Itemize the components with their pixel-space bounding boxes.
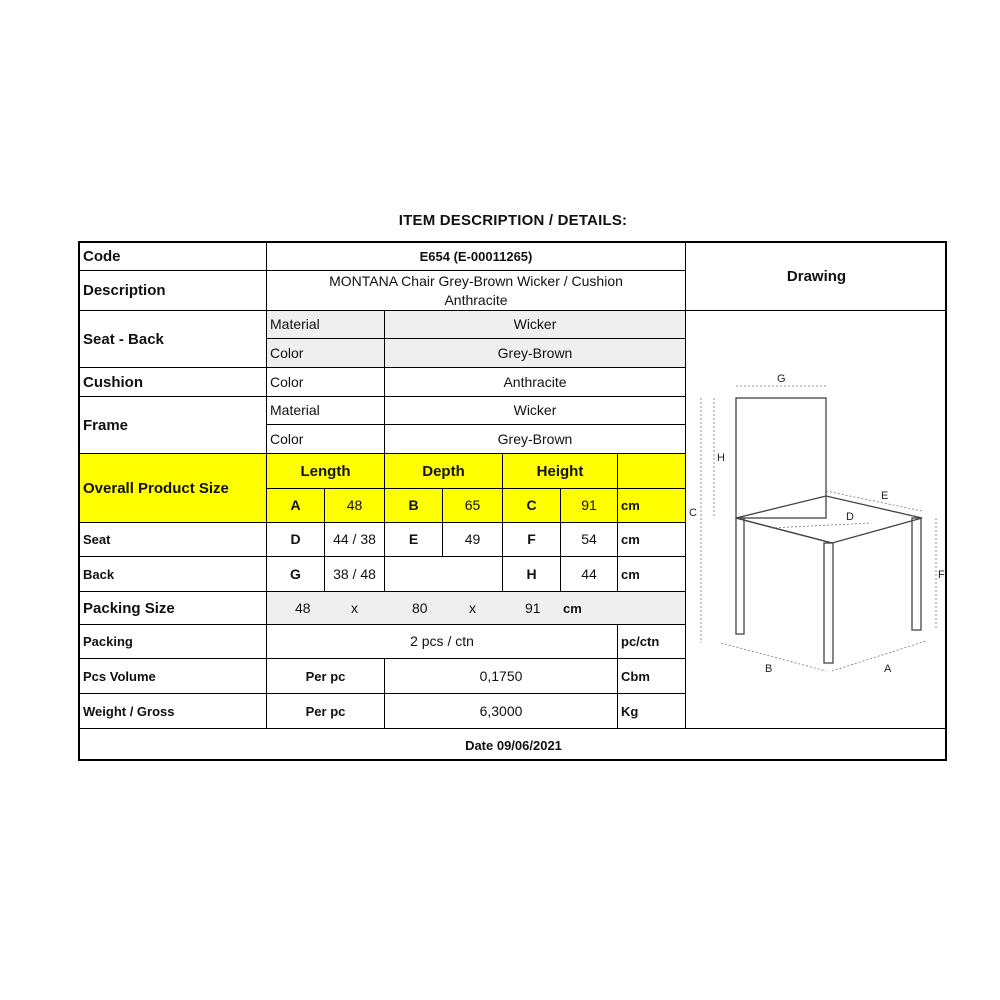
c-label: C <box>503 489 561 523</box>
weight-unit: Kg <box>618 694 686 729</box>
depth-header: Depth <box>385 454 503 489</box>
description-value: MONTANA Chair Grey-Brown Wicker / Cushion Anthracite <box>267 271 686 311</box>
dim-a-letter: A <box>884 663 892 675</box>
seat-back-material-label: Material <box>267 311 385 339</box>
dim-f-letter: F <box>938 569 945 581</box>
dim-c-letter: C <box>689 507 697 519</box>
e-value: 49 <box>443 523 503 557</box>
packing-label: Packing <box>80 625 267 659</box>
seat-unit: cm <box>618 523 686 557</box>
e-label: E <box>385 523 443 557</box>
back-blank <box>385 557 503 592</box>
frame-color-label: Color <box>267 425 385 454</box>
b-label: B <box>385 489 443 523</box>
packing-x2: x <box>469 599 476 616</box>
frame-material: Wicker <box>385 397 686 425</box>
frame-label: Frame <box>80 397 267 454</box>
details-table <box>78 241 947 761</box>
h-value: 44 <box>561 557 618 592</box>
h-label: H <box>503 557 561 592</box>
a-label: A <box>267 489 325 523</box>
overall-size-label: Overall Product Size <box>80 454 267 523</box>
dim-g-letter: G <box>777 373 786 385</box>
cushion-color: Anthracite <box>385 368 686 397</box>
packing-value: 2 pcs / ctn <box>267 625 618 659</box>
code-value: E654 (E-00011265) <box>267 243 686 271</box>
seat-back-material: Wicker <box>385 311 686 339</box>
g-label: G <box>267 557 325 592</box>
page-title: ITEM DESCRIPTION / DETAILS: <box>398 212 628 229</box>
chair-leg-front-right <box>912 518 921 630</box>
overall-header-blank <box>618 454 686 489</box>
g-value: 38 / 48 <box>325 557 385 592</box>
d-value: 44 / 38 <box>325 523 385 557</box>
overall-unit: cm <box>618 489 686 523</box>
packing-height: 91 <box>525 599 541 616</box>
b-value: 65 <box>443 489 503 523</box>
pcs-volume-value: 0,1750 <box>385 659 618 694</box>
d-label: D <box>267 523 325 557</box>
packing-size-unit: cm <box>563 600 582 616</box>
packing-width: 80 <box>412 599 428 616</box>
packing-length: 48 <box>295 599 311 616</box>
pcs-volume-label: Pcs Volume <box>80 659 267 694</box>
code-label: Code <box>80 243 267 271</box>
dim-b-letter: B <box>765 663 773 675</box>
chair-leg-front-left <box>824 543 833 663</box>
dim-e-letter: E <box>881 490 889 502</box>
back-unit: cm <box>618 557 686 592</box>
chair-drawing <box>686 311 947 729</box>
chair-backrest <box>736 398 826 518</box>
pcs-volume-unit: Cbm <box>618 659 686 694</box>
drawing-label: Drawing <box>686 243 947 311</box>
height-header: Height <box>503 454 618 489</box>
frame-material-label: Material <box>267 397 385 425</box>
seat-label: Seat <box>80 523 267 557</box>
c-value: 91 <box>561 489 618 523</box>
dim-d-letter: D <box>846 511 854 523</box>
packing-size-row <box>267 592 686 625</box>
date-footer: Date 09/06/2021 <box>465 737 562 753</box>
f-label: F <box>503 523 561 557</box>
weight-value: 6,3000 <box>385 694 618 729</box>
dim-h-letter: H <box>717 452 725 464</box>
weight-label: Weight / Gross <box>80 694 267 729</box>
seat-back-color-label: Color <box>267 339 385 368</box>
seat-back-label: Seat - Back <box>80 311 267 368</box>
a-value: 48 <box>325 489 385 523</box>
chair-leg-back-left <box>736 518 744 634</box>
packing-x1: x <box>351 599 358 616</box>
description-label: Description <box>80 271 267 311</box>
cushion-color-label: Color <box>267 368 385 397</box>
frame-color: Grey-Brown <box>385 425 686 454</box>
chair-seat <box>736 496 922 543</box>
seat-back-color: Grey-Brown <box>385 339 686 368</box>
weight-per: Per pc <box>267 694 385 729</box>
cushion-label: Cushion <box>80 368 267 397</box>
back-label: Back <box>80 557 267 592</box>
packing-size-label: Packing Size <box>80 592 267 625</box>
pcs-volume-per: Per pc <box>267 659 385 694</box>
f-value: 54 <box>561 523 618 557</box>
length-header: Length <box>267 454 385 489</box>
packing-unit: pc/ctn <box>618 625 686 659</box>
